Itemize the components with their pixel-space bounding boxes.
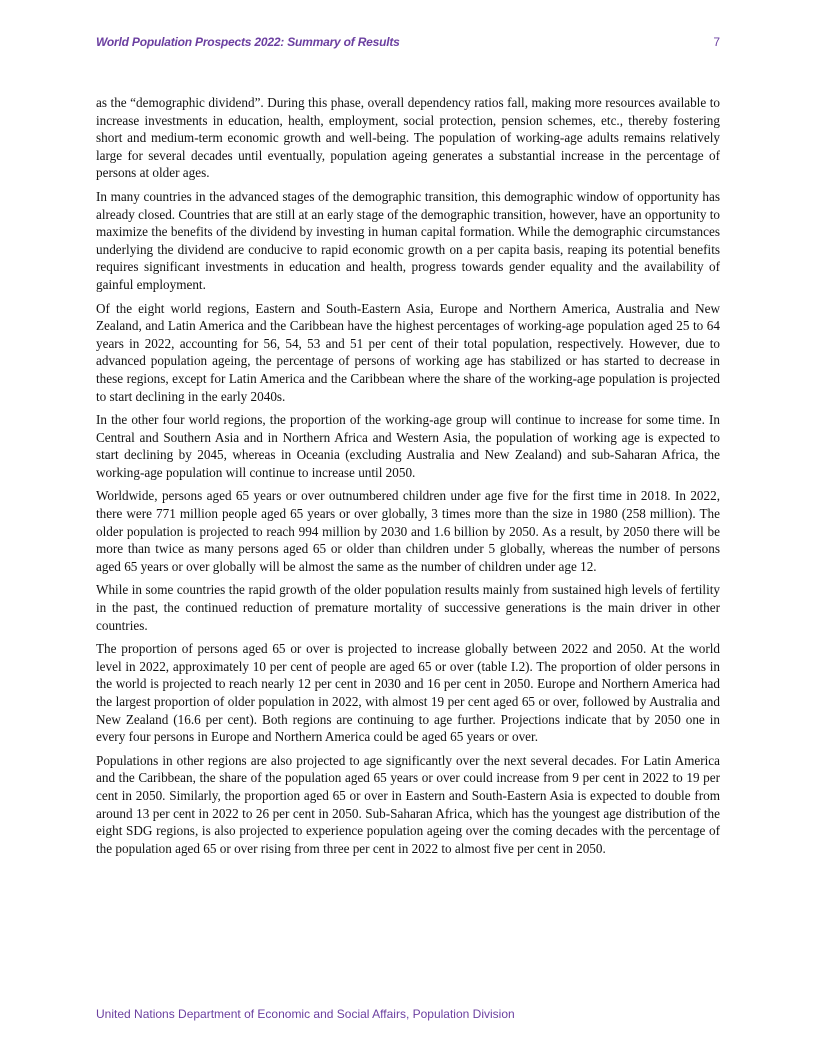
paragraph: Populations in other regions are also projected to age significantly over the next several decades. For Latin America and the Caribbean, the share of the population aged 65 years or over could increase from 9 per cent in 2022 to 19 per cent in 2050. Similarly, the proportion aged 65 or over in Eastern and South-Eastern Asia is expected to double from around 13 per cent in 2022 to 26 per cent in 2050. Sub-Saharan Africa, which has the youngest age distribution of the eight SDG regions, is also projected to experience population ageing over the coming decades with the percentage of the population aged 65 or over rising from three per cent in 2022 to almost five per cent in 2050.: [96, 752, 720, 856]
page-number: 7: [713, 35, 720, 49]
page-footer: United Nations Department of Economic and Social Affairs, Population Division: [96, 1007, 515, 1021]
paragraph: While in some countries the rapid growth of the older population results mainly from sustained high levels of fertility in the past, the continued reduction of premature mortality of successive generations is the main driver in other countries.: [96, 582, 720, 633]
paragraph: as the “demographic dividend”. During this phase, overall dependency ratios fall, making more resources available to increase investments in education, health, employment, social protection, pension schemes, etc., thereby fostering short and medium-term economic growth and well-being. The population of working-age adults remains relatively large for several decades until eventually, population ageing generates a substantial increase in the percentage of persons at older ages.: [96, 95, 720, 181]
paragraph: Worldwide, persons aged 65 years or over outnumbered children under age five for the first time in 2018. In 2022, there were 771 million people aged 65 years or over globally, 3 times more than the size in 1980 (258 million). The older population is projected to reach 994 million by 2030 and 1.6 billion by 2050. As a result, by 2050 there will be more than twice as many persons aged 65 or older than children under 5 globally, whereas the number of persons aged 65 years or over globally will be almost the same as the number of children under age 12.: [96, 488, 720, 574]
paragraph: In many countries in the advanced stages of the demographic transition, this demographic window of opportunity has already closed. Countries that are still at an early stage of the demographic transition, however, have an opportunity to maximize the benefits of the dividend by investing in human capital formation. While the demographic circumstances underlying the dividend are conducive to rapid economic growth on a per capita basis, reaping its potential benefits requires significant investments in education and health, progress towards gender equality and the availability of gainful employment.: [96, 188, 720, 292]
paragraph: Of the eight world regions, Eastern and South-Eastern Asia, Europe and Northern America, Australia and New Zealand, and Latin America and the Caribbean have the highest percentages of working-age population aged 25 to 64 years in 2022, accounting for 56, 54, 53 and 51 per cent of their total population, respectively. However, due to advanced population ageing, the percentage of persons of working age has stabilized or has started to decrease in these regions, except for Latin America and the Caribbean where the share of the working-age population is projected to start declining in the early 2040s.: [96, 300, 720, 404]
paragraph: The proportion of persons aged 65 or over is projected to increase globally between 2022 and 2050. At the world level in 2022, approximately 10 per cent of people are aged 65 or over (table I.2). The proportion of older persons in the world is projected to reach nearly 12 per cent in 2030 and 16 per cent in 2050. Europe and Northern America had the largest proportion of older population in 2022, with almost 19 per cent aged 65 or over, followed by Australia and New Zealand (16.6 per cent). Both regions are continuing to age further. Projections indicate that by 2050 one in every four persons in Europe and Northern America could be aged 65 years or over.: [96, 641, 720, 745]
document-title: World Population Prospects 2022: Summary of Results: [96, 35, 400, 49]
body-text: [96, 94, 720, 863]
page-header: [96, 35, 720, 51]
paragraph: In the other four world regions, the proportion of the working-age group will continue to increase for some time. In Central and Southern Asia and in Northern Africa and Western Asia, the population of working age is expected to start declining by 2045, whereas in Oceania (excluding Australia and New Zealand) and sub-Saharan Africa, the working-age population will continue to increase until 2050.: [96, 412, 720, 480]
